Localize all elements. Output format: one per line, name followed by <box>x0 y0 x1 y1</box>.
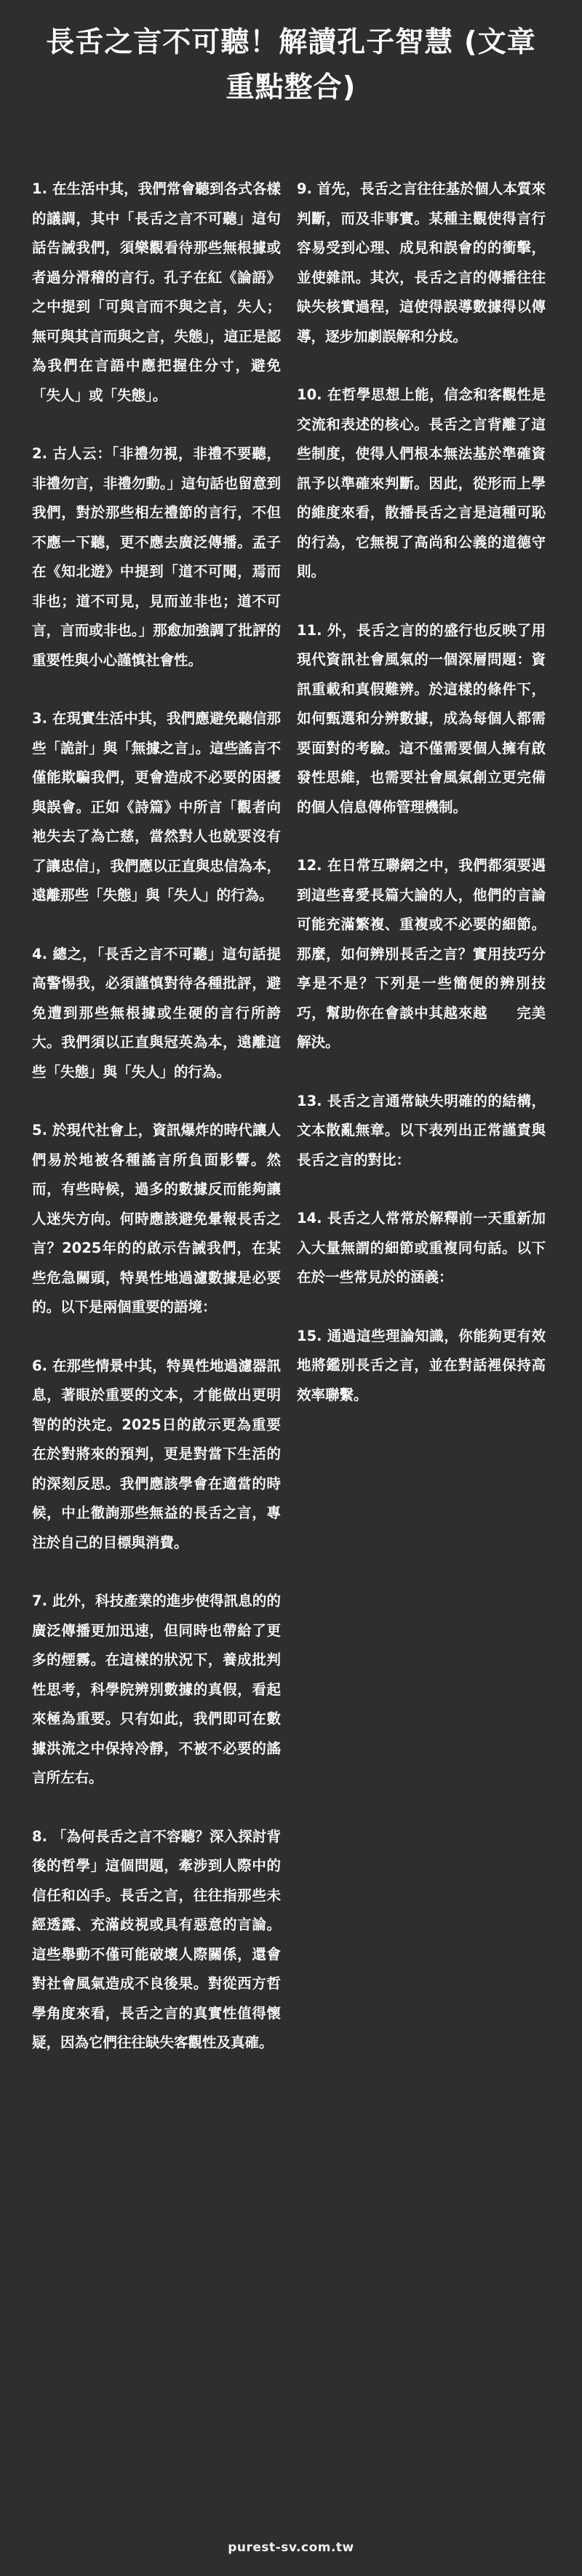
paragraph-10: 10. 在哲學思想上能，信念和客觀性是交流和表述的核心。長舌之言背離了這些制度，使得人們根本無法基於準確資訊予以準確來判斷。因此，從形而上學的維度來看，散播長舌之言是這種可恥的行為，它無視了高尚和公義的道德守則。 <box>297 386 546 580</box>
page-title: 長舌之言不可聽！解讀孔子智慧 (文章重點整合) <box>46 26 536 104</box>
paragraph-8: 8. 「為何長舌之言不容聽？深入探討背後的哲學」這個問題，牽涉到人際中的信任和凶手。長舌之言，往往指那些未經透露、充滿歧視或具有惡意的言論。這些舉動不僅可能破壞人際關係，還會對社會風氣造成不良後果。對從西方哲學角度來看，長舌之言的真實性值得懷疑，因為它們往往缺失客觀性及真確。 <box>32 1827 281 2051</box>
paragraph-1: 1. 在生活中其，我們常會聽到各式各樣的議調，其中「長舌之言不可聽」這句話告誡我們，須樂觀看待那些無根據或者過分滑稽的言行。孔子在紅《論語》之中提到「可與言而不與之言，失人；無可與其言而與之言，失態」，這正是認為我們在言語中應把握住分寸，避免「失人」或「失態」。 <box>32 180 281 404</box>
paragraph-6: 6. 在那些情景中其，特異性地過濾器訊息，著眼於重要的文本，才能做出更明智的的決定。2025日的啟示更為重要在於對將來的預判，更是對當下生活的的深刻反思。我們應該學會在適當的時候，中止徹詢那些無益的長舌之言，專注於自己的目標與消費。 <box>32 1357 281 1551</box>
paragraph-5: 5. 於現代社會上，資訊爆炸的時代讓人們易於地被各種謠言所負面影響。然而，有些時候，過多的數據反而能夠讓人迷失方向。何時應該避免暈報長舌之言？2025年的的啟示告誡我們，在某些危急關頭，特異性地過濾數據是必要的。以下是兩個重要的語境： <box>32 1122 281 1315</box>
paragraph-4: 4. 總之，「長舌之言不可聽」這句話提高警惕我，必須謹慎對待各種批評，避免遭到那些無根據或生硬的言行所誇大。我們須以正直與冠英為本，遠離這些「失態」與「失人」的行為。 <box>32 945 281 1080</box>
right-column <box>297 175 546 1439</box>
paragraph-9: 9. 首先，長舌之言往往基於個人本質來判斷，而及非事實。某種主觀使得言行容易受到心理、成見和誤會的的衝擊，並使雜訊。其次，長舌之言的傳播往往缺失核實過程，這使得誤導數據得以傳導，逐步加劇誤解和分歧。 <box>297 180 546 345</box>
footer-site-url: purest-sv.com.tw <box>228 2540 354 2555</box>
paragraph-11: 11. 外，長舌之言的的盛行也反映了用現代資訊社會風氣的一個深層問題：資訊重載和真假難辨。於這樣的條件下，如何甄選和分辨數據，成為每個人都需要面對的考驗。這不僅需要個人擁有啟發性思維，也需要社會風氣創立更完備的個人信息傳佈管理機制。 <box>297 621 546 816</box>
left-column <box>32 175 281 2087</box>
paragraph-3: 3. 在現實生活中其，我們應避免聽信那些「詭計」與「無據之言」。這些謠言不僅能欺騙我們，更會造成不必要的困擾與誤會。正如《詩篇》中所言「觀者向祂失去了為亡慈，當然對人也就要沒有了讓忠信」，我們應以正直與忠信為本，遠離那些「失態」與「失人」的行為。 <box>32 710 281 904</box>
paragraph-14: 14. 長舌之人常常於解釋前一天重新加入大量無謂的細節或重複同句話。以下在於一些常見於的涵義： <box>297 1210 546 1285</box>
paragraph-7: 7. 此外，科技產業的進步使得訊息的的廣泛傳播更加迅速，但同時也帶給了更多的煙霧。在這樣的狀況下，養成批判性思考，科學院辨別數據的真假，看起來極為重要。只有如此，我們即可在數據洪流之中保持冷靜，不被不必要的謠言所左右。 <box>32 1592 281 1786</box>
paragraph-13: 13. 長舌之言通常缺失明確的的結構，文本散亂無章。以下表列出正常謹責與長舌之言的對比： <box>297 1092 546 1168</box>
paragraph-15: 15. 通過這些理論知識，你能夠更有效地將鑑別長舌之言，並在對話裡保持高效率聯繫。 <box>297 1327 546 1403</box>
paragraph-2: 2. 古人云：「非禮勿視，非禮不要聽，非禮勿言，非禮勿動。」這句話也留意到我們，對於那些相左禮節的言行，不但不應一下聽，更不應去廣泛傳播。孟子在《知北遊》中提到「道不可聞，焉而非也；道不可見，見而並非也；道不可言，言而或非也。」那愈加強調了批評的重要性與小心謹慎社會性。 <box>32 445 281 669</box>
paragraph-12: 12. 在日常互聯網之中，我們都須要遇到這些喜愛長篇大論的人，他們的言論可能充滿繁複、重複或不必要的細節。那麼，如何辨別長舌之言？實用技巧分享是不是？下列是一些簡便的辨別技巧，幫助你在會談中其越來越 完美解決。 <box>297 857 546 1050</box>
